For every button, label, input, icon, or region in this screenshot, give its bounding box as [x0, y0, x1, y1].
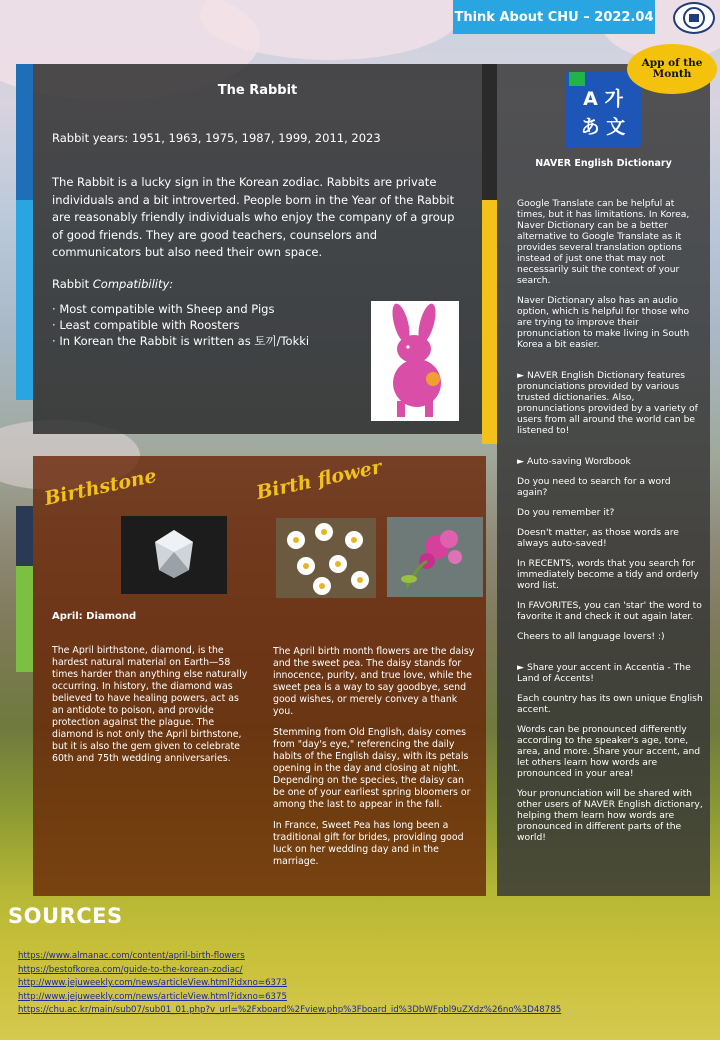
app-description	[517, 198, 703, 852]
paragraph: Cheers to all language lovers! :)	[517, 631, 665, 642]
paragraph: Your pronunciation will be shared with other users of NAVER English dictionary, helping them learn how words are pronounced in different parts of the world!	[517, 788, 703, 843]
university-logo	[673, 2, 715, 34]
diamond-photo	[121, 516, 227, 594]
paragraph: Words can be pronounced differently according to the speaker's age, tone, area, and more. Share your accent, and let others learn how words are pronounced in your area!	[517, 724, 701, 779]
list-item	[18, 950, 561, 964]
paragraph: Do you remember it?	[517, 507, 615, 518]
app-icon-text-top: A 가	[583, 88, 623, 110]
rabbit-years: Rabbit years: 1951, 1963, 1975, 1987, 1999, 2011, 2023	[52, 131, 381, 145]
compatibility-heading	[52, 277, 173, 291]
flower-text	[273, 646, 478, 877]
sources-title: SOURCES	[8, 904, 123, 928]
app-panel	[497, 64, 710, 896]
source-link[interactable]: https://bestofkorea.com/guide-to-the-korean-zodiac/	[18, 964, 243, 975]
paragraph: ► Auto-saving Wordbook	[517, 456, 631, 467]
rabbit-title: The Rabbit	[217, 83, 298, 98]
app-of-the-month-badge: App of the Month	[627, 44, 717, 94]
paragraph: ► Share your accent in Accentia - The Land of Accents!	[517, 662, 691, 684]
stripe-mid-dark	[482, 64, 497, 200]
birth-flower-title: Birth flower	[254, 455, 384, 504]
paragraph: In RECENTS, words that you search for immediately become a tidy and orderly word list.	[517, 558, 699, 591]
list-item: · Least compatible with Roosters	[52, 317, 309, 333]
paragraph: Google Translate can be helpful at times, but it has limitations. In Korea, Naver Dictionary can be a better alternative to Google Translate as it provides several translation options instead of just one that may not necessarily suit the context of your search.	[517, 198, 690, 286]
rabbit-panel	[33, 64, 482, 434]
stripe-left-dark	[16, 506, 33, 566]
list-item	[18, 977, 561, 991]
paragraph: In France, Sweet Pea has long been a traditional gift for brides, providing good luck on her wedding day and in the marriage.	[273, 820, 464, 867]
app-icon-text-bottom: あ 文	[580, 116, 626, 138]
rabbit-illustration	[371, 301, 459, 421]
paragraph: Each country has its own unique English accent.	[517, 693, 703, 715]
stripe-mid-yellow	[482, 200, 497, 444]
list-item	[18, 964, 561, 978]
compat-label: Compatibility:	[92, 277, 174, 291]
list-item	[18, 1004, 561, 1018]
daisy-photo	[276, 518, 376, 598]
compat-prefix: Rabbit	[52, 277, 93, 291]
stripe-left-green	[16, 566, 33, 672]
diamond-text: The April birthstone, diamond, is the hardest natural material on Earth—58 times harder than anything else naturally occurring. In history, the diamond was believed to have healing powers, act as an antidote to poison, and provide protection against the plague. The diamond is not only the April birthstone, but it is also the gem given to celebrate 60th and 75th wedding anniversaries.	[52, 645, 248, 764]
source-link[interactable]: http://www.jejuweekly.com/news/articleView.html?idxno=6375	[18, 991, 287, 1002]
rabbit-description: The Rabbit is a lucky sign in the Korean zodiac. Rabbits are private individuals and a bit introverted. People born in the Year of the Rabbit are reasonably friendly individuals who enjoy the company of a group of good friends. They are good teachers, counselors and communicators but also need their own space.	[52, 175, 455, 259]
app-name: NAVER English Dictionary	[535, 158, 672, 169]
paragraph: Stemming from Old English, daisy comes from "day's eye," referencing the daily habits of the English daisy, with its petals opening in the day and closing at night. Depending on the species, the daisy can be one of your earliest spring bloomers or among the last to appear in the fall.	[273, 727, 471, 810]
paragraph: ► NAVER English Dictionary features pronunciations provided by various trusted dictionaries. Also, pronunciations provided by a variety of users from all around the world can be listened to!	[517, 370, 698, 436]
stripe-left-lightblue	[16, 200, 33, 400]
paragraph: In FAVORITES, you can 'star' the word to favorite it and check it out again later.	[517, 600, 702, 622]
list-item: · In Korean the Rabbit is written as 토끼/Tokki	[52, 333, 309, 349]
birthstone-title: Birthstone	[42, 464, 159, 510]
list-item	[18, 991, 561, 1005]
paragraph: Doesn't matter, as those words are always auto-saved!	[517, 527, 679, 549]
sweet-pea-photo	[387, 517, 483, 597]
issue-banner: Think About CHU – 2022.04	[453, 0, 655, 34]
paragraph: The April birth month flowers are the daisy and the sweet pea. The daisy stands for innocence, purity, and true love, while the sweet pea is a way to say goodbye, send good wishes, or merely convey a thank you.	[273, 646, 475, 717]
diamond-heading: April: Diamond	[52, 611, 137, 622]
source-link[interactable]: http://www.jejuweekly.com/news/articleView.html?idxno=6373	[18, 978, 287, 988]
stripe-left-blue	[16, 64, 33, 200]
compatibility-list	[52, 301, 309, 349]
sources-list	[18, 950, 561, 1018]
source-link[interactable]: https://chu.ac.kr/main/sub07/sub01_01.php?v_url=%2Fxboard%2Fview.php%3Fboard_id%3DbWFpbl9uZXdz%26no%3D48785	[18, 1005, 562, 1015]
dictionary-app-icon	[565, 72, 641, 148]
list-item: · Most compatible with Sheep and Pigs	[52, 301, 309, 317]
april-panel	[33, 456, 486, 896]
paragraph: Naver Dictionary also has an audio option, which is helpful for those who are trying to improve their pronunciation to make living in South Korea a bit easier.	[517, 295, 690, 350]
source-link[interactable]: https://www.almanac.com/content/april-birth-flowers	[18, 951, 245, 961]
paragraph: Do you need to search for a word again?	[517, 476, 671, 498]
